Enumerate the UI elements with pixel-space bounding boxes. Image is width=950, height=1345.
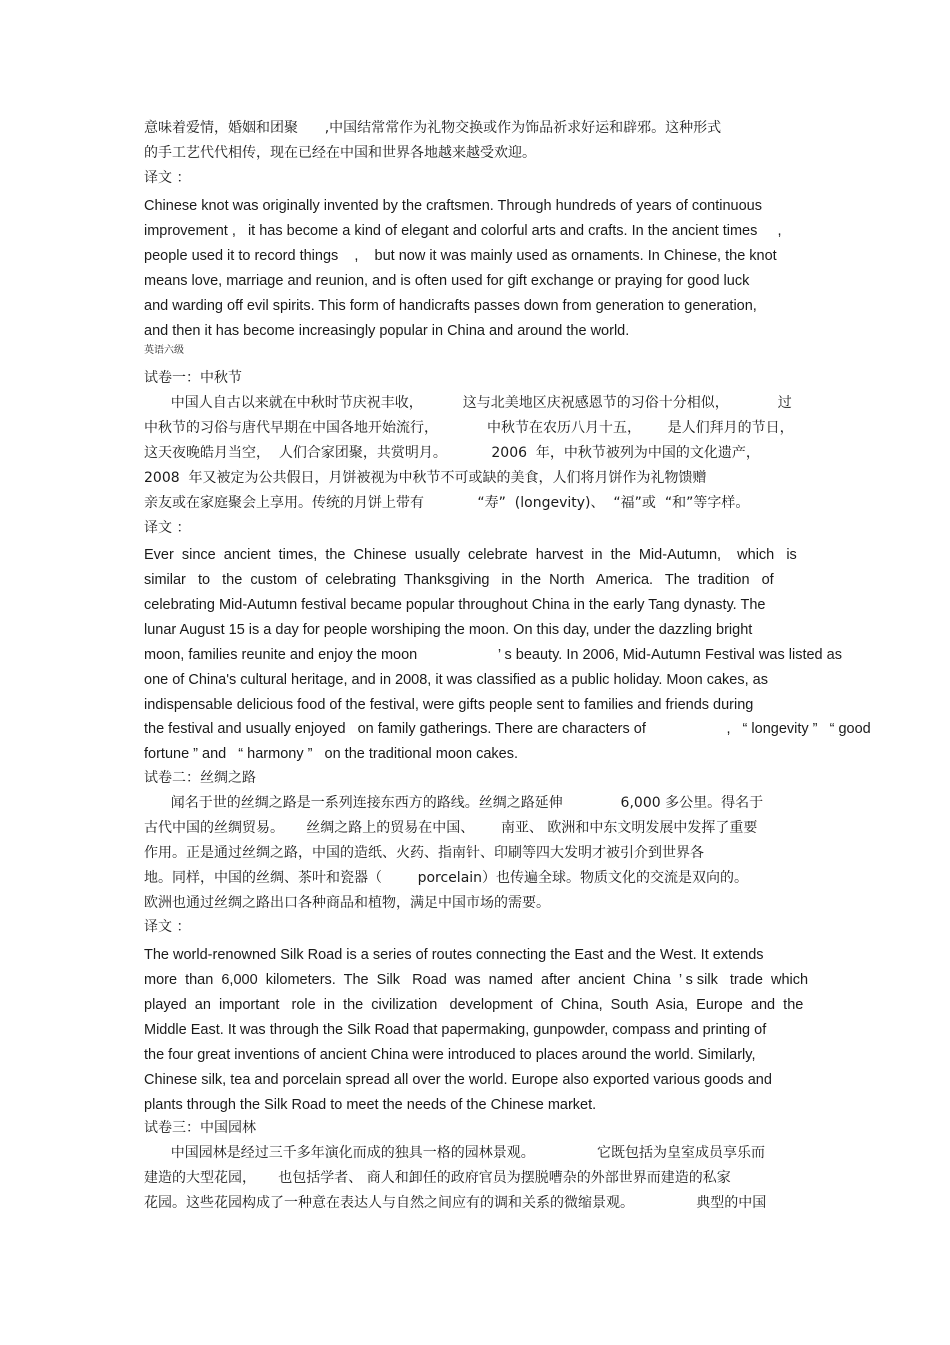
text-line: lunar August 15 is a day for people worshiping the moon. On this day, under the dazzling bright [144,622,753,638]
text-line: 地。同样，中国的丝绸、茶叶和瓷器（ porcelain）也传遍全球。物质文化的交流是双向的。 [144,870,749,886]
text-line: 建造的大型花园， 也包括学者、 商人和卸任的政府官员为摆脱嘈杂的外部世界而建造的私家 [144,1170,731,1186]
text-line: 花园。这些花园构成了一种意在表达人与自然之间应有的调和关系的微缩景观。 典型的中国 [144,1195,767,1211]
text-line: 古代中国的丝绸贸易。 丝绸之路上的贸易在中国、 南亚、 欧洲和中东文明发展中发挥了重要 [144,820,758,836]
text-line: played an important role in the civilization development of China, South Asia, Europe and the [144,997,804,1013]
text-line: 试卷一：中秋节 [144,370,242,386]
text-line: 试卷二：丝绸之路 [144,770,256,786]
text-line: 中国园林是经过三千多年演化而成的独具一格的园林景观。 它既包括为皇室成员享乐而 [144,1145,766,1161]
text-line: 译文 ： [144,520,191,536]
text-line: The world-renowned Silk Road is a series of routes connecting the East and the West. It extends [144,947,764,963]
text-line: 的手工艺代代相传，现在已经在中国和世界各地越来越受欢迎。 [144,145,536,161]
text-line: similar to the custom of celebrating Thanksgiving in the North America. The tradition of [144,572,774,588]
text-line: Middle East. It was through the Silk Road that papermaking, gunpowder, compass and printing of [144,1022,767,1038]
text-line: 这天夜晚皓月当空， 人们合家团聚，共赏明月。 2006 年，中秋节被列为中国的文化遗产， [144,445,760,461]
text-line: 闻名于世的丝绸之路是一系列连接东西方的路线。丝绸之路延伸 6,000 多公里。得名于 [144,795,764,811]
text-line: celebrating Mid-Autumn festival became popular throughout China in the early Tang dynasty. The [144,597,766,613]
text-line: 译文 ： [144,170,191,186]
text-line: 作用。正是通过丝绸之路，中国的造纸、火药、指南针、印刷等四大发明才被引介到世界各 [144,845,704,861]
text-line: improvement , it has become a kind of elegant and colorful arts and crafts. In the ancient times , [144,223,782,239]
text-line: fortune ” and “ harmony ” on the traditional moon cakes. [144,746,518,762]
text-line: the four great inventions of ancient China were introduced to places around the world. Similarly, [144,1047,756,1063]
text-line: and warding off evil spirits. This form of handicrafts passes down from generation to generation, [144,298,757,314]
text-line: indispensable delicious food of the festival, were gifts people sent to families and friends during [144,697,754,713]
text-line: 2008 年又被定为公共假日，月饼被视为中秋节不可或缺的美食，人们将月饼作为礼物馈赠 [144,470,707,486]
text-line: people used it to record things , but now it was mainly used as ornaments. In Chinese, the knot [144,248,777,264]
text-line: Ever since ancient times, the Chinese usually celebrate harvest in the Mid-Autumn, which is [144,547,797,563]
text-line: 中秋节的习俗与唐代早期在中国各地开始流行， 中秋节在农历八月十五， 是人们拜月的节日， [144,420,794,436]
text-line: 亲友或在家庭聚会上享用。传统的月饼上带有 “寿” (longevity)、 “福”或 “和”等字样。 [144,495,750,511]
text-line: plants through the Silk Road to meet the needs of the Chinese market. [144,1097,597,1113]
text-line: Chinese silk, tea and porcelain spread all over the world. Europe also exported various goods and [144,1072,772,1088]
text-line: and then it has become increasingly popular in China and around the world. [144,323,630,339]
text-line: Chinese knot was originally invented by the craftsmen. Through hundreds of years of continuous [144,198,762,214]
text-line: more than 6,000 kilometers. The Silk Road was named after ancient China ’ s silk trade which [144,972,809,988]
text-line: the festival and usually enjoyed on family gatherings. There are characters of , “ longevity ” “ good [144,721,871,737]
text-line: 英语六级 [144,345,184,356]
text-line: 试卷三：中国园林 [144,1120,256,1136]
text-line: 译文 ： [144,919,191,935]
text-line: one of China's cultural heritage, and in 2008, it was classified as a public holiday. Moon cakes, as [144,672,768,688]
text-line: moon, families reunite and enjoy the moon ’ s beauty. In 2006, Mid-Autumn Festival was listed as [144,647,842,663]
text-line: 意味着爱情，婚姻和团聚 ,中国结常常作为礼物交换或作为饰品祈求好运和辟邪。这种形式 [144,120,722,136]
text-line: 欧洲也通过丝绸之路出口各种商品和植物，满足中国市场的需要。 [144,895,550,911]
text-line: means love, marriage and reunion, and is often used for gift exchange or praying for good luck [144,273,750,289]
text-line: 中国人自古以来就在中秋时节庆祝丰收， 这与北美地区庆祝感恩节的习俗十分相似， 过 [144,395,792,411]
